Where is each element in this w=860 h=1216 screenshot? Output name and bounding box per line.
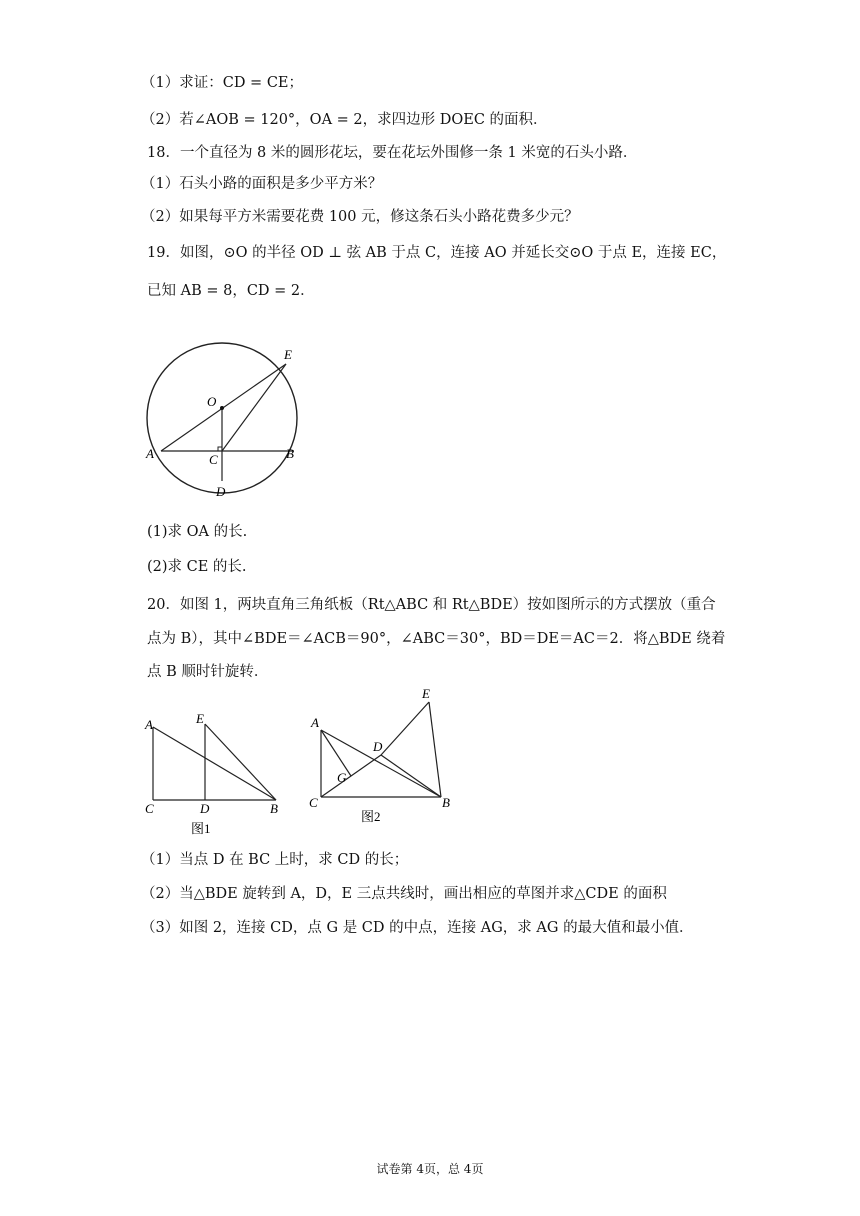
center-point bbox=[220, 406, 224, 410]
fig2-caption: 图2 bbox=[361, 809, 381, 824]
q17-part1: （1）求证：CD = CE； bbox=[141, 75, 303, 91]
fig2-label-e: E bbox=[422, 686, 430, 701]
fig2-label-g: G bbox=[337, 770, 347, 785]
fig1-label-a: A bbox=[145, 717, 153, 732]
fig2-label-d: D bbox=[373, 739, 383, 754]
label-b: B bbox=[286, 446, 294, 461]
page-footer: 试卷第 4页，总 4页 bbox=[376, 1162, 484, 1176]
fig1-label-b: B bbox=[270, 801, 278, 816]
q20-stem-line3: 点 B 顺时针旋转． bbox=[147, 664, 269, 680]
fig1-label-d: D bbox=[200, 801, 210, 816]
fig1-label-c: C bbox=[145, 801, 154, 816]
label-a: A bbox=[146, 446, 154, 461]
fig2-label-a: A bbox=[311, 715, 319, 730]
q20-stem-line2: 点为 B），其中∠BDE＝∠ACB＝90°，∠ABC＝30°，BD＝DE＝AC＝2．将△BDE 绕着 bbox=[147, 631, 726, 647]
q17-part2: （2）若∠AOB = 120°，OA = 2，求四边形 DOEC 的面积． bbox=[141, 112, 548, 128]
label-e: E bbox=[284, 347, 292, 362]
q20-stem-line1: 20．如图 1，两块直角三角纸板（Rt△ABC 和 Rt△BDE）按如图所示的方式摆放（重合 bbox=[147, 597, 716, 613]
segment-ce bbox=[222, 364, 286, 451]
q20-figure-1 bbox=[140, 705, 290, 840]
q20-figure-2 bbox=[300, 680, 465, 825]
label-c: C bbox=[209, 452, 218, 467]
fig2-label-c: C bbox=[309, 795, 318, 810]
label-d: D bbox=[216, 484, 226, 499]
q18-stem: 18．一个直径为 8 米的圆形花坛，要在花坛外围修一条 1 米宽的石头小路． bbox=[147, 145, 638, 161]
fig1-label-e: E bbox=[196, 711, 204, 726]
q19-stem-line1: 19．如图，⊙O 的半径 OD ⊥ 弦 AB 于点 C，连接 AO 并延长交⊙O 于点 E，连接 EC， bbox=[147, 245, 727, 261]
q19-part1: (1)求 OA 的长. bbox=[147, 524, 248, 540]
q20-part1: （1）当点 D 在 BC 上时，求 CD 的长； bbox=[141, 852, 409, 868]
q19-part2: (2)求 CE 的长. bbox=[147, 559, 247, 575]
q18-part1: （1）石头小路的面积是多少平方米？ bbox=[141, 176, 383, 192]
q19-circle-figure bbox=[140, 335, 310, 505]
q20-part2: （2）当△BDE 旋转到 A，D，E 三点共线时，画出相应的草图并求△CDE 的面积 bbox=[141, 886, 667, 902]
label-o: O bbox=[207, 394, 217, 409]
q18-part2: （2）如果每平方米需要花费 100 元，修这条石头小路花费多少元？ bbox=[141, 209, 579, 225]
q19-stem-line2: 已知 AB = 8，CD = 2． bbox=[147, 283, 315, 299]
fig2-label-b: B bbox=[442, 795, 450, 810]
fig1-caption: 图1 bbox=[191, 821, 211, 836]
q20-part3: （3）如图 2，连接 CD，点 G 是 CD 的中点，连接 AG，求 AG 的最大值和最小值． bbox=[141, 920, 694, 936]
